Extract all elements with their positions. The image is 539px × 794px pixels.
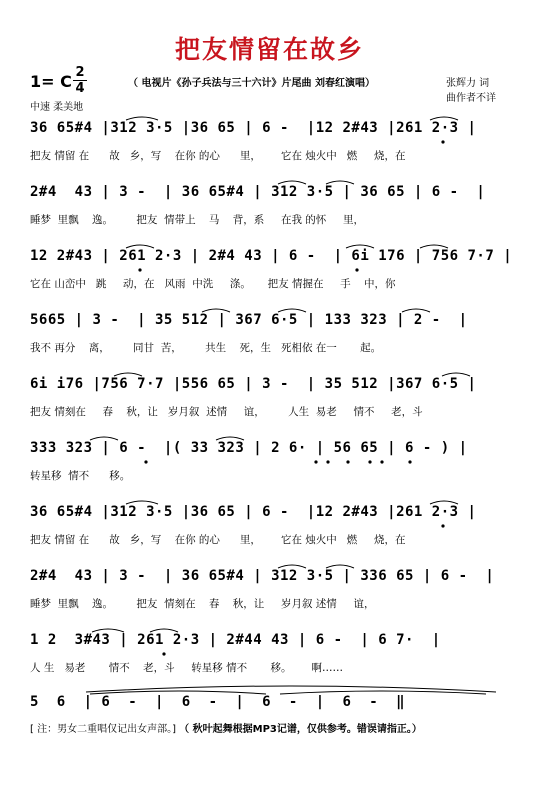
lyricist-credit: 张辉力 词: [446, 78, 490, 89]
notation-line: 12 2#43 | 261 2·3 | 2#4 43 | 6 - | 6i 176 | 756 7·7 |: [30, 248, 513, 264]
notation-line: 333 323 | 6 - |( 33 323 | 2 6· | 56 65 | 6 - ) |: [30, 440, 468, 456]
song-subtitle: （ 电视片《孙子兵法与三十六计》片尾曲 刘春红演唱）: [128, 78, 375, 89]
lyric-line: 睡梦 里飘 逸。 把友 情刻在 春 秋，让 岁月叙 述情 谊，: [30, 598, 375, 610]
notation-line: 36 65#4 |312 3·5 |36 65 | 6 - |12 2#43 |261 2·3 |: [30, 120, 477, 136]
transcription-credit: （ 秋叶起舞根据MP3记谱，仅供参考。错误请指正。）: [179, 724, 422, 735]
lyric-line: 把友 情留 在 故 乡，写 在你 的心 里， 它在 烛火中 燃 烧，在: [30, 150, 406, 162]
tempo-marking: 中速 柔美地: [30, 102, 84, 113]
notation-line: 6i i76 |756 7·7 |556 65 | 3 - | 35 512 |367 6·5 |: [30, 376, 477, 392]
lyric-line: 我不 再分 离， 同甘 苦， 共生 死，生 死相依 在一 起。: [30, 342, 382, 354]
lyric-line: 人 生 易老 情不 老，斗 转星移 情不 移。 啊……: [30, 662, 343, 674]
footnote: [30, 720, 422, 735]
time-signature-denominator: 4: [75, 81, 85, 96]
lyric-line: 睡梦 里飘 逸。 把友 情带上 马 背，系 在我 的怀 里，: [30, 214, 364, 226]
key-signature: 1= C: [30, 72, 72, 91]
footnote-text: [ 注：男女二重唱仅记出女声部。]: [30, 724, 176, 735]
notation-line: 2#4 43 | 3 - | 36 65#4 | 312 3·5 | 336 65 | 6 - |: [30, 568, 495, 584]
notation-line: 36 65#4 |312 3·5 |36 65 | 6 - |12 2#43 |261 2·3 |: [30, 504, 477, 520]
lyric-line: 它在 山峦中 跳 动，在 风雨 中洗 涤。 把友 情握在 手 中，你: [30, 278, 396, 290]
notation-line: 2#4 43 | 3 - | 36 65#4 | 312 3·5 | 36 65 | 6 - |: [30, 184, 486, 200]
notation-line: 1 2 3#43 | 261 2·3 | 2#44 43 | 6 - | 6 7· |: [30, 632, 441, 648]
lyric-line: 把友 情留 在 故 乡，写 在你 的心 里， 它在 烛火中 燃 烧，在: [30, 534, 406, 546]
notation-line: 5665 | 3 - | 35 512 | 367 6·5 | 133 323 | 2 - |: [30, 312, 468, 328]
lyric-line: 把友 情刻在 春 秋，让 岁月叙 述情 谊， 人生 易老 情不 老，斗: [30, 406, 423, 418]
time-signature: [73, 66, 87, 95]
song-title: 把友情留在故乡: [174, 35, 364, 64]
notation-line: 5 6 | 6 - | 6 - | 6 - | 6 - ‖: [30, 694, 406, 710]
composer-credit: 曲作者不详: [446, 93, 496, 104]
time-signature-numerator: 2: [75, 65, 85, 80]
lyric-line: 转星移 情不 移。: [30, 470, 131, 482]
